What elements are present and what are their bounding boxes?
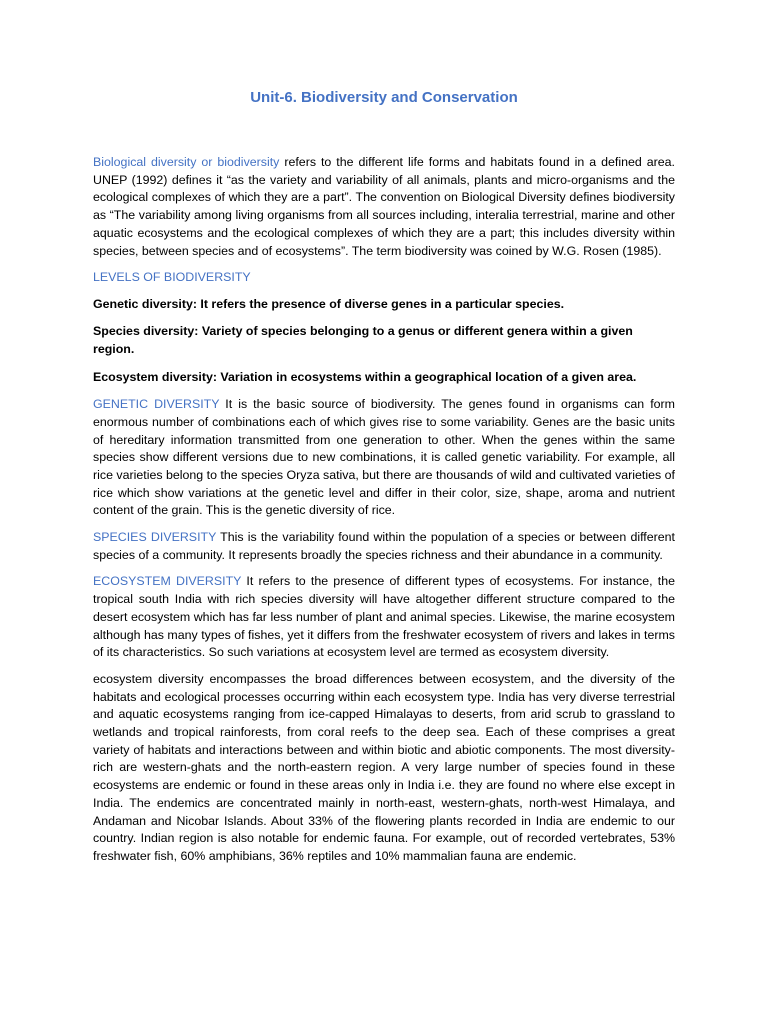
level-species: Species diversity: Variety of species belonging to a genus or different genera within a given region.	[93, 324, 633, 357]
genetic-diversity-text: It is the basic source of biodiversity. The genes found in organisms can form enormous number of combinations each of which gives rise to some variability. Genes are the basic units of hereditary information transmitted from one generation to other. When the genes within the same species show different versions due to new combinations, it is called genetic variability. For example, all rice varieties belong to the species Oryza sativa, but there are thousands of wild and cultivated varieties of rice which show variations at the genetic level and differ in their color, size, shape, aroma and nutrient content of the grain. This is the genetic diversity of rice.	[93, 397, 675, 518]
ecosystem-diversity-heading: ECOSYSTEM DIVERSITY	[93, 574, 242, 589]
closing-paragraph: ecosystem diversity encompasses the broad differences between ecosystem, and the diversity of the habitats and ecological processes occurring within each ecosystem type. India has very diverse terrestrial and aquatic ecosystems ranging from ice-capped Himalayas to deserts, from arid scrub to grassland to wetlands and tropical rainforests, from coral reefs to the deep sea. Each of these comprises a great variety of habitats and interactions between and within biotic and abiotic components. The most diversity-rich are western-ghats and the north-eastern region. A very large number of species found in these ecosystems are endemic or found in these areas only in India i.e. they are found no where else except in India. The endemics are concentrated mainly in north-east, western-ghats, north-west Himalaya, and Andaman and Nicobar Islands. About 33% of the flowering plants recorded in India are endemic to our country. Indian region is also notable for endemic fauna. For example, out of recorded vertebrates, 53% freshwater fish, 60% amphibians, 36% reptiles and 10% mammalian fauna are endemic.	[93, 671, 675, 863]
intro-lead-term: Biological diversity or biodiversity	[93, 155, 280, 169]
ecosystem-diversity-text: It refers to the presence of different types of ecosystems. For instance, the tropical south India with rich species diversity will have altogether different structure compared to the desert ecosystem which has far less number of plant and animal species. Likewise, the marine ecosystem although has many types of fishes, yet it differs from the freshwater ecosystem of rivers and lakes in terms of its characteristics. So such variations at ecosystem level are termed as ecosystem diversity.	[93, 574, 675, 660]
levels-heading: LEVELS OF BIODIVERSITY	[93, 270, 251, 285]
document-page	[93, 88, 675, 875]
ecosystem-diversity-paragraph	[93, 573, 675, 662]
level-genetic: Genetic diversity: It refers the presence of diverse genes in a particular species.	[93, 296, 565, 311]
page-title: Unit-6. Biodiversity and Conservation	[250, 89, 518, 106]
level-ecosystem: Ecosystem diversity: Variation in ecosystems within a geographical location of a given area.	[93, 369, 637, 384]
species-diversity-paragraph	[93, 529, 675, 564]
genetic-diversity-heading: GENETIC DIVERSITY	[93, 397, 220, 412]
genetic-diversity-paragraph	[93, 396, 675, 520]
intro-paragraph	[93, 154, 675, 260]
species-diversity-heading: SPECIES DIVERSITY	[93, 530, 217, 545]
intro-text: refers to the different life forms and habitats found in a defined area. UNEP (1992) defines it “as the variety and variability of all animals, plants and micro-organisms and the ecological complexes of which they are a part”. The convention on Biological Diversity defines biodiversity as “The variability among living organisms from all sources including, interalia terrestrial, marine and other aquatic ecosystems and the ecological complexes of which they are a part; this includes diversity within species, between species and of ecosystems”. The term biodiversity was coined by W.G. Rosen (1985).	[93, 155, 675, 258]
species-diversity-text: This is the variability found within the population of a species or between different species of a community. It represents broadly the species richness and their abundance in a community.	[93, 530, 675, 562]
